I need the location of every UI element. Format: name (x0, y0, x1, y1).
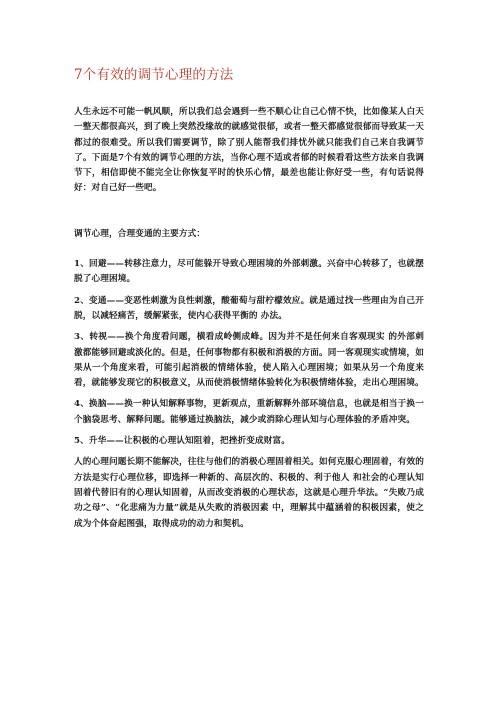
method-item-sublimate: 5、升华——让积极的心理认知阻着，把挫折变成财富。 (74, 436, 290, 447)
section-subheading: 调节心理，合理变通的主要方式： (74, 228, 206, 239)
method-item-adapt: 2、变通——变恶性刺激为良性刺激，酸葡萄与甜柠檬效应。就是通过找一些理由为自己开脱，以减轻痛苦，缓解紧张，使内心获得平衡的 办法。 (74, 295, 424, 321)
document-title: 7个有效的调节心理的方法 (74, 67, 234, 83)
closing-paragraph: 人的心理问题长期不能解决，往往与他们的消极心理固着相关。如何克服心理固着，有效的方法是实行心理位移，即选择一种新的、高层次的、积极的、利于他人 和社会的心理认知固着代替旧有的心理认知固着，从而改变消极的心理状态，这就是心理升华法。“失败乃成功之母”、“化悲痛为力量”就是从失败的消极因素 中，理解其中蕴涵着的积极因素，使之成为个体奋起图强，取得成功的动力和契机。 (74, 457, 424, 529)
method-item-perspective: 3、转视——换个角度看问题，横看成岭侧成峰。因为并不是任何来自客观现实 的外部刺激都能够回避或淡化的。但是，任何事物都有积极和消极的方面。同一客观现实或情境，如果从一个角度来看，可能引起消极的情绪体验，使人陷入心理困境；如果从另一个角度来看，就能够发现它的积极意义，从而使消极情绪体验转化为积极情绪体验，走出心理困境。 (74, 332, 424, 389)
document-page (74, 66, 424, 538)
intro-paragraph: 人生永远不可能一帆风顺，所以我们总会遇到一些不顺心让自己心情不快，比如像某人白天一整天都很高兴，到了晚上突然没缘故的就感觉很郁，或者一整天都感觉很郁而导致某一天都过的很难受。所以我们需要调节，除了别人能帮我们排忧外就只能我们自己来自我调节了。下面是7个有效的调节心理的方法，当你心理不适或者郁的时候看看这些方法来自我调节下，相信即使不能完全让你恢复平时的快乐心情，最差也能让你好受一些，有句话说得好：对自己好一些吧。 (74, 107, 424, 194)
method-item-avoid: 1、回避——转移注意力，尽可能躲开导致心理困境的外部刺激。兴奋中心转移了，也就摆脱了心理困境。 (74, 259, 424, 285)
method-item-reframe: 4、换脑——换一种认知解释事物，更新观点，重新解释外部环境信息，也就是相当于换一个脑袋思考、解释问题。能够通过换脑法，减少或消除心理认知与心理体验的矛盾冲突。 (74, 399, 424, 425)
